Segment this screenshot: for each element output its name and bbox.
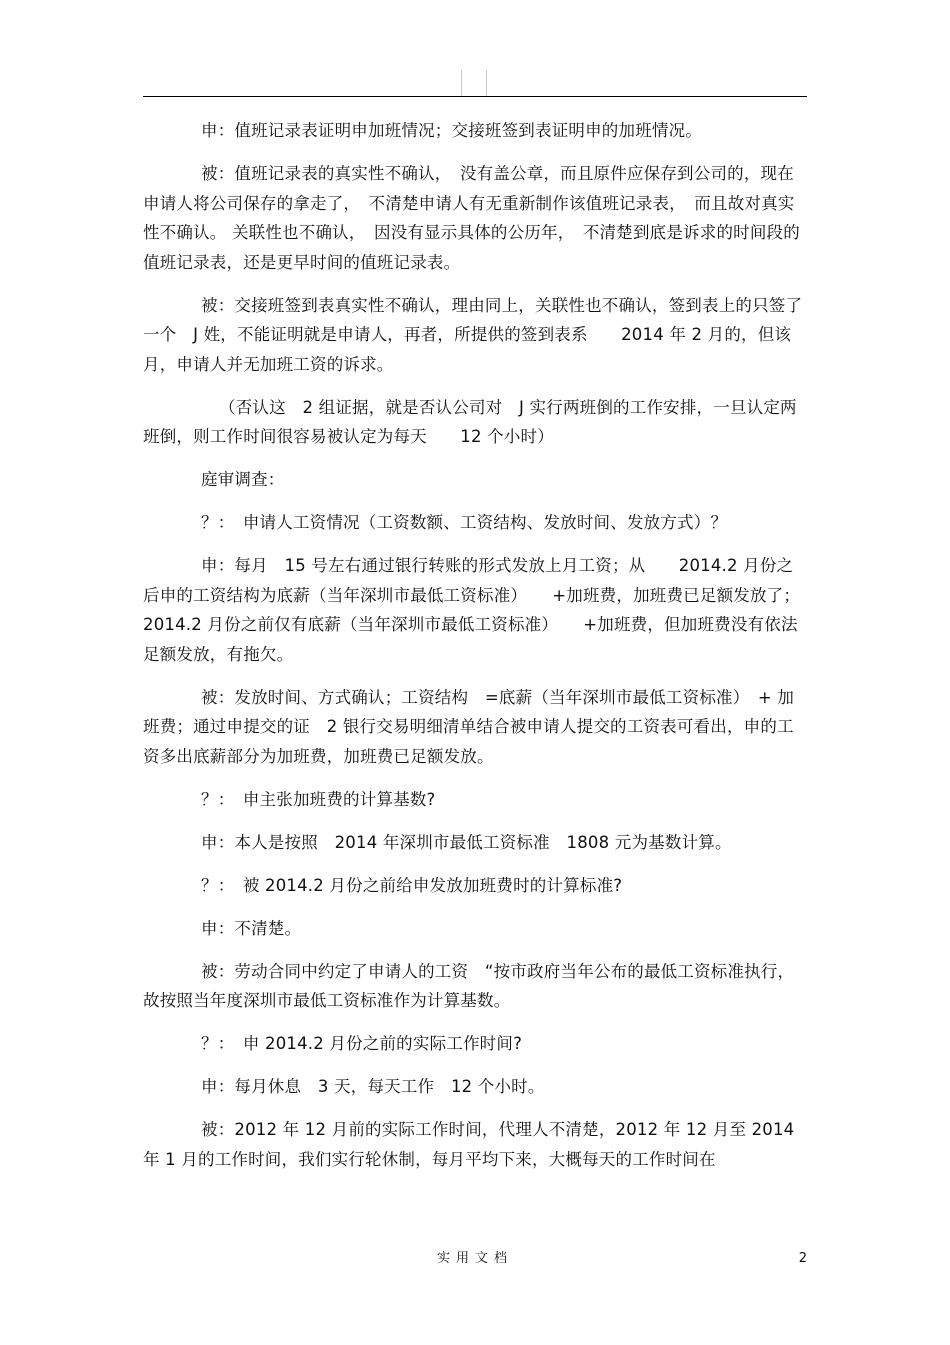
paragraph-respondent-wages: 被：发放时间、方式确认；工资结构 =底薪（当年深圳市最低工资标准） + 加班费；通过申提交的证 2 银行交易明细清单结合被申请人提交的工资表可看出，申的工资多出底薪部分为加班费，加班费已足额发放。	[143, 687, 795, 766]
paragraph-applicant-wages: 申：每月 15 号左右通过银行转账的形式发放上月工资；从 2014.2 月份之后申的工资结构为底薪（当年深圳市最低工资标准） +加班费，加班费已足额发放了；2014.2 月份之前仅有底薪（当年深圳市最低工资标准） +加班费，但加班费没有依法足额发放，有拖欠。	[143, 556, 801, 664]
page-number: 2	[798, 1251, 807, 1266]
paragraph-note-shift: （否认这 2 组证据，就是否认公司对 J 实行两班倒的工作安排，一旦认定两班倒，则工作时间很容易被认定为每天 12 个小时）	[143, 397, 797, 446]
paragraph-respondent-signin-sheet: 被：交接班签到表真实性不确认，理由同上，关联性也不确认，签到表上的只签了一个 J 姓，不能证明就是申请人，再者，所提供的签到表系 2014 年 2 月的，但该月，申请人并无加班工资的诉求。	[143, 295, 803, 374]
header-mark-left	[461, 70, 462, 96]
paragraph-question-worktime: ？： 申 2014.2 月份之前的实际工作时间?	[201, 1034, 523, 1053]
paragraph-question-base: ？： 申主张加班费的计算基数?	[201, 789, 436, 809]
header-rule	[143, 96, 807, 97]
paragraph-respondent-contract: 被：劳动合同中约定了申请人的工资 “按市政府当年公布的最低工资标准执行，故按照当年度深圳市最低工资标准作为计算基数。	[143, 961, 795, 1010]
document-body	[143, 116, 807, 1188]
header-crop-marks	[461, 70, 487, 96]
footer-label: 实用文档	[436, 1251, 513, 1266]
paragraph-question-standard: ？： 被 2014.2 月份之前给申发放加班费时的计算标准?	[201, 875, 623, 895]
paragraph-question-wages: ？： 申请人工资情况（工资数额、工资结构、发放时间、发放方式）？	[201, 513, 728, 532]
paragraph-respondent-worktime: 被：2012 年 12 月前的实际工作时间，代理人不清楚，2012 年 12 月至 2014 年 1 月的工作时间，我们实行轮休制，每月平均下来，大概每天的工作时间在	[143, 1120, 800, 1169]
paragraph-applicant-evidence: 申：值班记录表证明申加班情况；交接班签到表证明申的加班情况。	[201, 121, 702, 140]
paragraph-respondent-duty-record: 被：值班记录表的真实性不确认， 没有盖公章，而且原件应保存到公司的，现在申请人将公司保存的拿走了， 不清楚申请人有无重新制作该值班记录表， 而且故对真实性不确认。 关联性也不确认， 因没有显示具体的公历年， 不清楚到底是诉求的时间段的值班记录表，还是更早时间的值班记录表。	[143, 164, 800, 272]
paragraph-applicant-base: 申：本人是按照 2014 年深圳市最低工资标准 1808 元为基数计算。	[201, 832, 732, 852]
page-footer	[0, 1247, 950, 1271]
paragraph-applicant-worktime: 申：每月休息 3 天，每天工作 12 个小时。	[201, 1077, 545, 1096]
paragraph-applicant-unclear: 申：不清楚。	[201, 918, 302, 938]
header-mark-right	[486, 70, 487, 96]
paragraph-court-investigation: 庭审调查：	[201, 470, 285, 489]
